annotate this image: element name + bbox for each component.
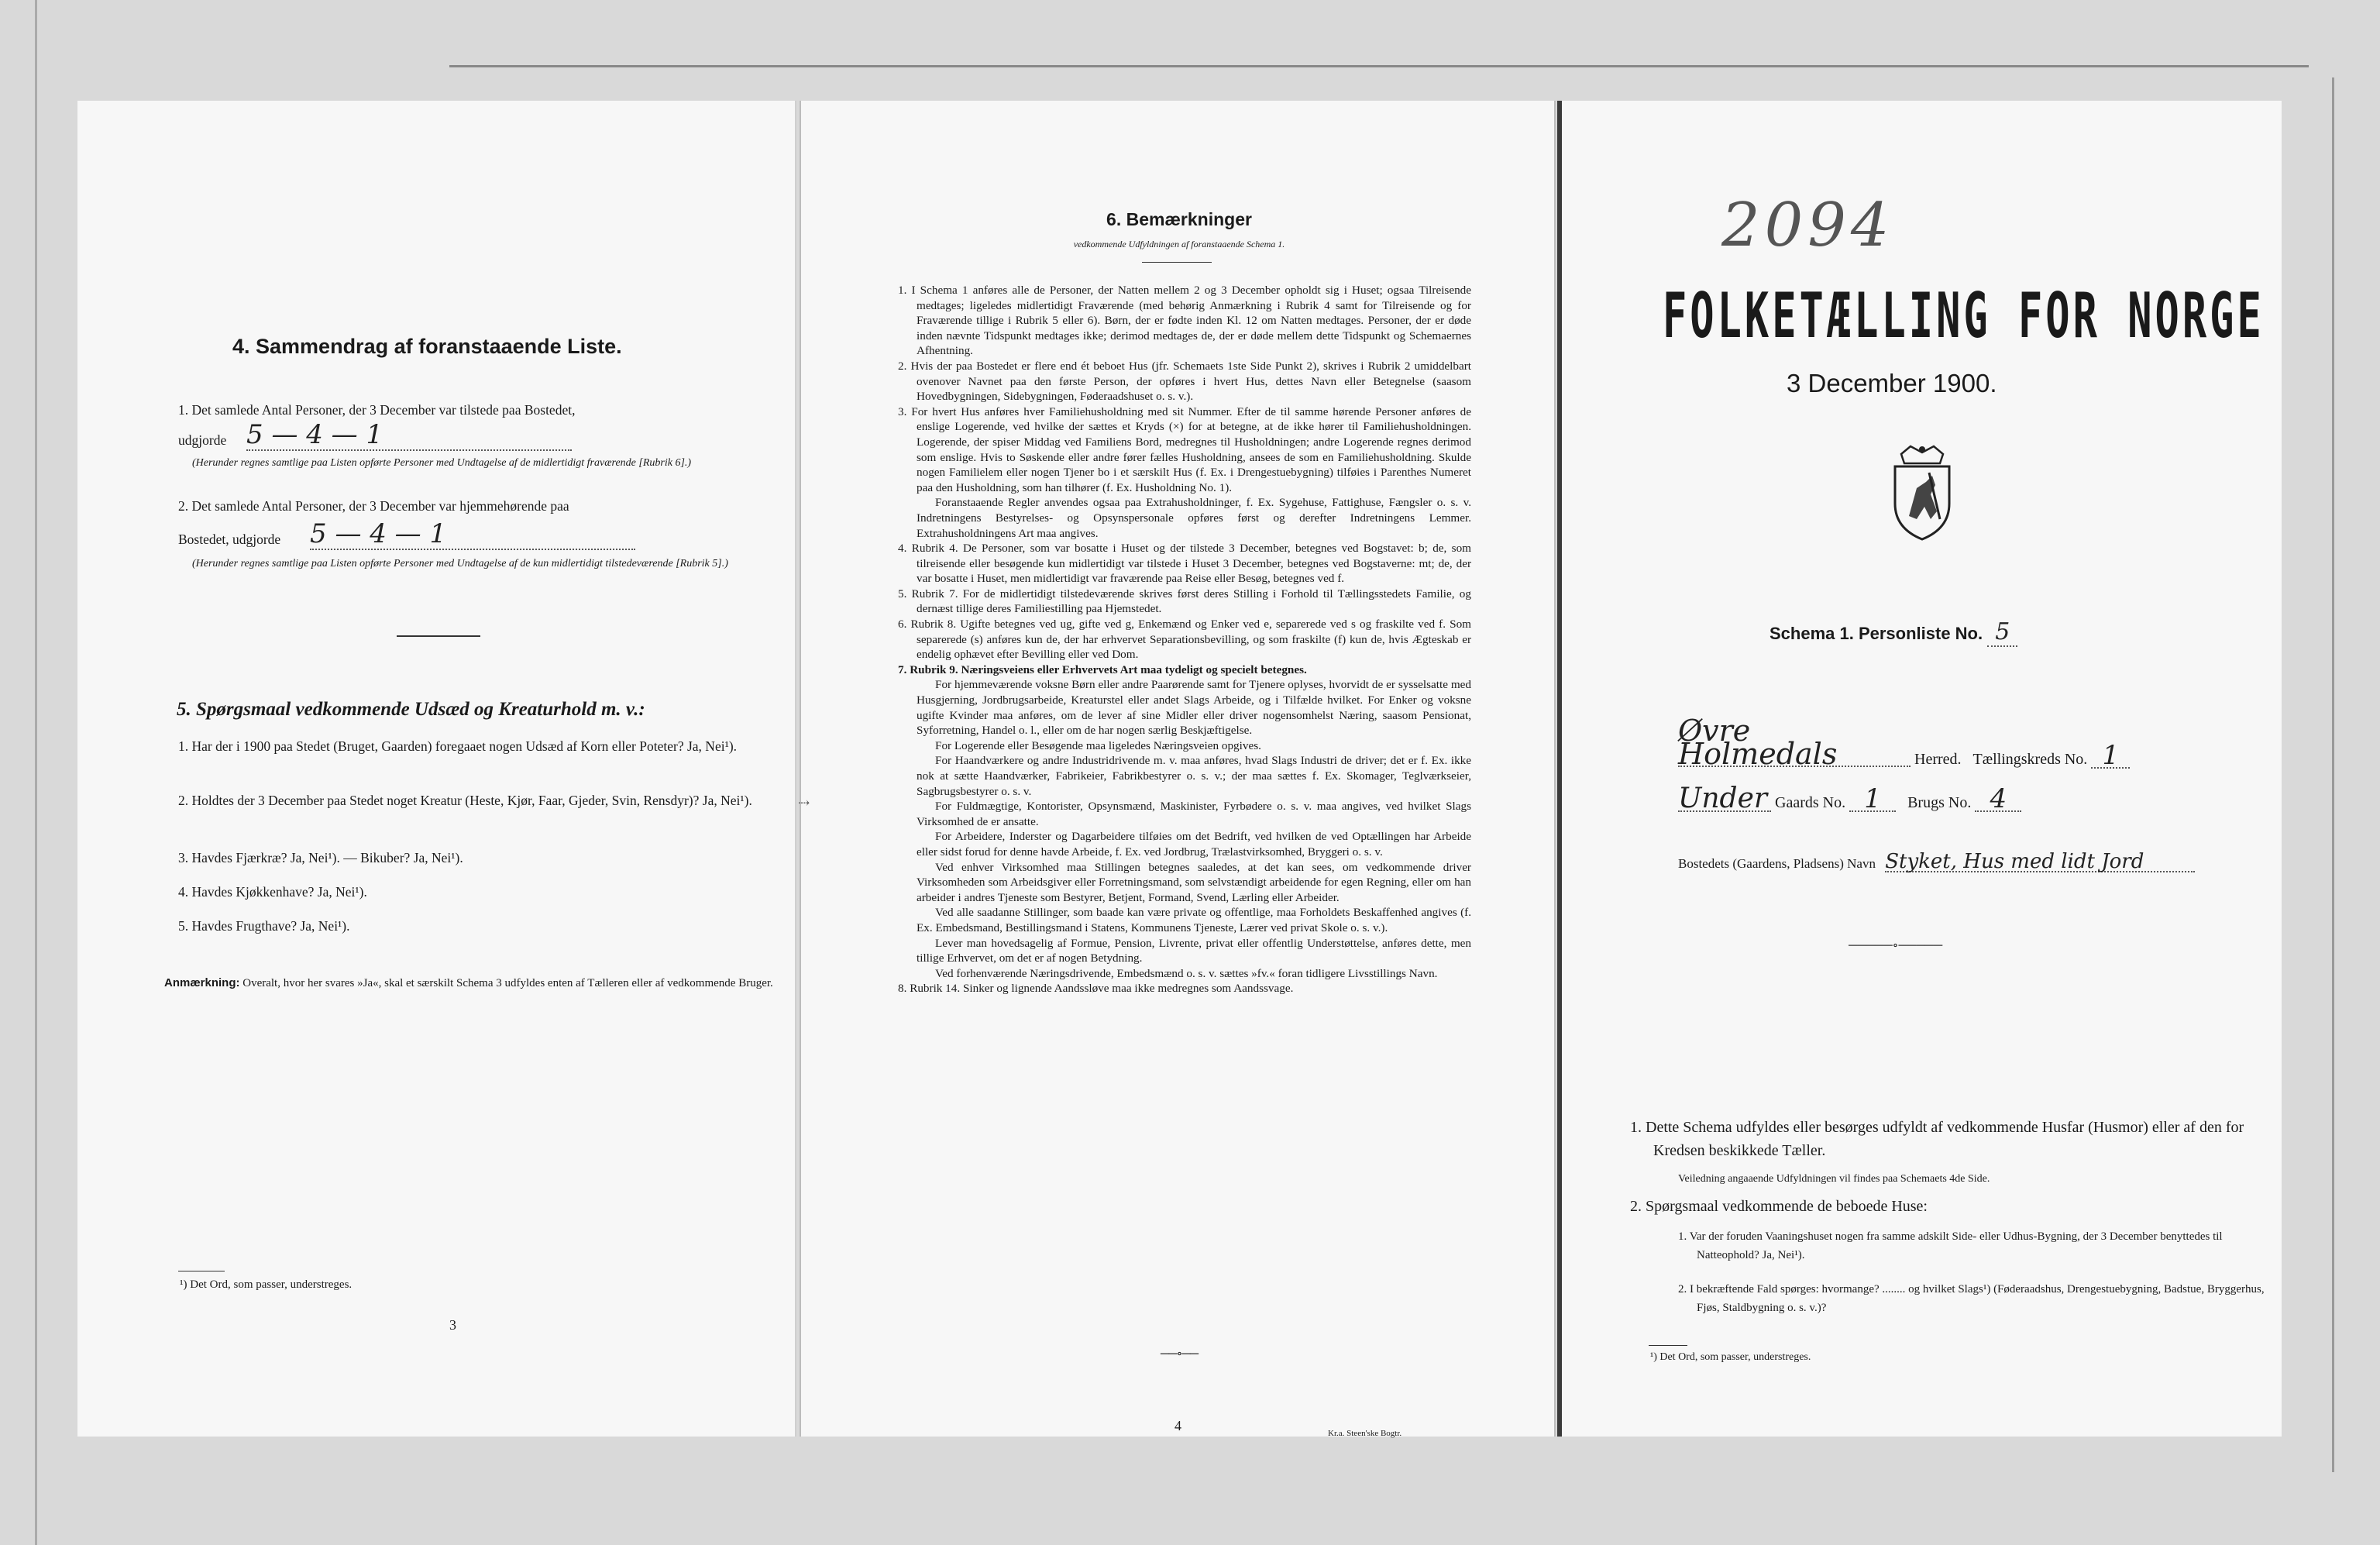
kreds-number-handwritten: 1 — [2091, 744, 2130, 769]
page-1-cover — [1557, 101, 2282, 1437]
remark-4: 4. Rubrik 4. De Personer, som var bosatte i Huset og der tilstede 3 December, betegnes ved Bogstavet: b; de, som tilreisende eller besøgende kun midlertidigt var tilstede i Huset 3 December, betegnes ved Bogstaverne: mt; de, der var bosatte i Huset, men midlertidigt var fraværende paa Reise eller Besøg, betegnes ved f. — [898, 542, 1471, 586]
scan-edge-left — [35, 0, 37, 1545]
remark-2: 2. Hvis der paa Bostedet er flere end ét beboet Hus (jfr. Schemaets 1ste Side Punkt 2), skrives i Rubrik 2 umiddelbart ovenover Navnet paa den første Person, der opføres i hvert Hus, dettes Navn eller Betegnelse (saasom Hovedbygningen, Sidebygningen, Føderaadshuset o. s. v.). — [898, 359, 1471, 404]
census-date: 3 December 1900. — [1787, 369, 1997, 397]
ornament: ─────∘───── — [1849, 939, 1943, 952]
brugs-number-handwritten: 4 — [1975, 787, 2021, 812]
remark-7-cont-6: Ved enhver Virksomhed maa Stillingen betegnes saaledes, at det kan sees, om vedkommende driver Virksomheden som Arbeidsgiver eller Forretningsmand, som selvstændigt arbeidende for egen Regning, eller om han arbeider i andres Tjeneste som Bestyrer, Betjent, Formand, Svend, Lærling eller Arbeider. — [917, 860, 1471, 904]
remark-7-cont-2: For Logerende eller Besøgende maa ligeledes Næringsveien opgives. — [935, 738, 1261, 752]
section-5-item-1: 1. Har der i 1900 paa Stedet (Bruget, Gaarden) foregaaet nogen Udsæd af Korn eller Poteter? Ja, Nei¹). — [178, 738, 738, 754]
remark-7-cont-5: For Arbeidere, Inderster og Dagarbeidere tilføies om det Bedrift, ved hvilken de ved Optællingen har Arbeide eller sidst forud for denne havde Arbeide, f. Ex. ved Jordbrug, Trælastvirksomhed, Bryggeri o. s. v. — [917, 830, 1471, 859]
footnote-rule — [1649, 1345, 1687, 1346]
footnote: ¹) Det Ord, som passer, understreges. — [180, 1278, 353, 1291]
archive-number-handwritten: 2094 — [1721, 191, 1894, 260]
margin-arrow-mark: ⇢ — [798, 795, 810, 810]
remark-1: 1. I Schema 1 anføres alle de Personer, der Natten mellem 2 og 3 December opholdt sig i Huset; ogsaa Tilreisende medtages; ligeledes midlertidigt Fraværende (med behørig Anmærkning i Rubrik 4 samt for Tilreisende og for Fraværende tillige i Rubrik 5 eller 6). Børn, der er fødte inden Kl. 12 om Natten medtages. Personer, der er døde inden nævnte Tidspunkt medtages ikke; derimod medtages de, der er døde mellem dette Tidspunkt og Schemaernes Afhentning. — [898, 284, 1471, 358]
q1-label: udgjorde — [178, 432, 227, 448]
remark-7: 7. Rubrik 9. Næringsveiens eller Erhvervets Art maa tydeligt og specielt betegnes. — [898, 662, 1307, 676]
remarks-subtitle: vedkommende Udfyldningen af foranstaaende Schema 1. — [1073, 239, 1285, 249]
gaard-label: Gaards No. — [1775, 794, 1846, 811]
q2-label: Bostedet, udgjorde — [178, 532, 281, 547]
scan-edge-top — [449, 65, 2309, 67]
q1-answer-handwritten: 5 — 4 — 1 — [246, 420, 572, 451]
section-5-item-2: 2. Holdtes der 3 December paa Stedet noget Kreatur (Heste, Kjør, Faar, Gjeder, Svin, Rensdyr)? Ja, Nei¹). — [178, 793, 752, 808]
schema-label: Schema 1. Personliste No. — [1770, 624, 1983, 643]
printer-mark: Kr.a. Steen'ske Bogtr. — [1328, 1429, 1402, 1438]
scan-edge-right — [2332, 77, 2334, 1472]
annotation-text: Overalt, hvor her svares »Ja«, skal et særskilt Schema 3 udfyldes enten af Tælleren eller af vedkommende Bruger. — [242, 977, 773, 989]
brugs-label: Brugs No. — [1907, 794, 1972, 811]
remark-7-cont-4: For Fuldmægtige, Kontorister, Opsynsmænd, Maskinister, Fyrbødere o. s. v. maa angives, ved hvilket Slags Virksomhed de er ansatte. — [917, 800, 1471, 828]
remark-7-cont-9: Ved forhenværende Næringsdrivende, Embedsmænd o. s. v. sættes »fv.« foran tidligere Livsstillings Navn. — [935, 966, 1438, 980]
q2-note: (Herunder regnes samtlige paa Listen opførte Personer med Undtagelse af de kun midlertidigt tilstedeværende [Rubrik 5].) — [192, 558, 728, 569]
remark-5: 5. Rubrik 7. For de midlertidigt tilstedeværende skrives først deres Stilling i Forhold til Tællingsstedets Familie, og dernæst tillige deres Familiestilling paa Hjemstedet. — [898, 587, 1471, 616]
annotation-label: Anmærkning: — [164, 976, 240, 989]
section-4-title: 4. Sammendrag af foranstaaende Liste. — [232, 335, 622, 358]
remarks-title: 6. Bemærkninger — [1106, 209, 1252, 229]
bosted-label: Bostedets (Gaardens, Pladsens) Navn — [1678, 856, 1876, 871]
herred-label: Herred. — [1914, 751, 1962, 768]
kreds-label: Tællingskreds No. — [1972, 751, 2088, 768]
instruction-2b: 2. I bekræftende Fald spørges: hvormange? ........ og hvilket Slags¹) (Føderaadshus, Drengestuebygning, Badstue, Bryggerhus, Fjøs, Staldbygning o. s. v.)? — [1678, 1283, 2265, 1314]
section-5-item-3: 3. Havdes Fjærkræ? Ja, Nei¹). — Bikuber? Ja, Nei¹). — [178, 850, 463, 865]
instruction-1-note: Veiledning angaaende Udfyldningen vil findes paa Schemaets 4de Side. — [1678, 1173, 1990, 1185]
gaard-number-handwritten: 1 — [1849, 787, 1896, 812]
page-number: 3 — [449, 1317, 456, 1333]
remarks-list — [898, 283, 1471, 996]
herred-handwritten: Øvre Holmedals — [1678, 719, 1911, 767]
ornament: ──∘── — [1160, 1347, 1199, 1361]
section-5-title: 5. Spørgsmaal vedkommende Udsæd og Kreaturhold m. v.: — [177, 699, 645, 720]
divider — [397, 635, 480, 637]
remark-7-cont-8: Lever man hovedsagelig af Formue, Pension, Livrente, privat eller offentlig Understøttelse, anføres dette, men tillige Erhvervet, om det er af nogen Betydning. — [917, 936, 1471, 965]
title-rule — [1142, 262, 1212, 263]
bosted-handwritten: Styket, Hus med lidt Jord — [1885, 852, 2195, 872]
personliste-number-handwritten: 5 — [1987, 618, 2017, 647]
schema-line — [1770, 618, 2017, 645]
q1-note: (Herunder regnes samtlige paa Listen opførte Personer med Undtagelse af de midlertidigt fraværende [Rubrik 6].) — [192, 457, 692, 469]
coat-of-arms-icon — [1886, 442, 1959, 544]
census-title: FOLKETÆLLING FOR NORGE — [1663, 280, 2265, 353]
instruction-1: 1. Dette Schema udfyldes eller besørges udfyldt af vedkommende Husfar (Husmor) eller af den for Kredsen beskikkede Tæller. — [1630, 1119, 2244, 1159]
q1-text: 1. Det samlede Antal Personer, der 3 December var tilstede paa Bostedet, — [178, 402, 576, 418]
herred-line — [1678, 714, 2267, 771]
remark-7-cont-3: For Haandværkere og andre Industridrivende m. v. maa anføres, hvad Slags Industri de driver; det er f. Ex. ikke nok at sætte Haandværker, Fabrikeier, Fabrikbestyrer o. s. v.; der maa sættes f. Ex. Skomager, Teglværkseier, Sagbrugsbestyrer o. s. v. — [917, 754, 1471, 798]
remark-6: 6. Rubrik 8. Ugifte betegnes ved ug, gifte ved g, Enkemænd og Enker ved e, separerede ved s og fraskilte ved f. Som separerede (s) anføres kun de, der har erhvervet Separationsbevilling, og som fraskilte (f) kun de, hvis Ægteskab er endelig ophævet efter Bevilling eller ved Dom. — [898, 618, 1471, 662]
remark-3: 3. For hvert Hus anføres hver Familiehusholdning med sit Nummer. Efter de til samme hørende Personer anføres de enslige Logerende, ved hvilke der sættes et Kryds (×) for at betegne, at de ikke hører til Familiehusholdningen. Logerende, der spiser Middag ved Familiens Bord, medregnes til Husholdningen; andre Logerende regnes derimod som enslige. Hvis to Søskende eller andre fører fælles Husholdning, ansees de som en Familiehusholdning. Skulde nogen Familielem eller nogen Tjener bo i et særskilt Hus (f. Ex. i Drengestuebygning) tilføies i Parenthes Numeret paa den Husholdning, som han tilhører (f. Ex. Husholdning No. 1). — [898, 404, 1471, 494]
q2-answer-handwritten: 5 — 4 — 1 — [310, 519, 635, 550]
gaard-prefix-handwritten: Under — [1678, 787, 1771, 812]
annotation-note — [164, 975, 776, 992]
instruction-2a: 1. Var der foruden Vaaningshuset nogen fra samme adskilt Side- eller Udhus-Bygning, der 3 December benyttedes til Natteophold? Ja, Nei¹). — [1678, 1230, 2223, 1261]
remark-7-cont-7: Ved alle saadanne Stillinger, som baade kan være private og offentlige, maa Forholdets Beskaffenhed angives (f. Ex. Embedsmand, Bestillingsmand i Statens, Kommunens Tjeneste, Lærer ved privat Skole o. s. v.). — [917, 906, 1471, 934]
footnote: ¹) Det Ord, som passer, understreges. — [1650, 1351, 1811, 1363]
remark-7-cont-1: For hjemmeværende voksne Børn eller andre Paarørende samt for Tjenere oplyses, hvorvidt de er sysselsatte med Husgjerning, Jordbrugsarbeide, Kreaturstel eller andet Slags Arbeide, og i Tilfælde hvilket. For Enker og voksne ugifte Kvinder maa anføres, om de lever af sine Midler eller driver nogensomhelst Næring, saasom Pensionat, Syforretning, Handel o. l., eller om de har nogen særlig Beskjæftigelse. — [917, 678, 1471, 738]
q2-text: 2. Det samlede Antal Personer, der 3 December var hjemmehørende paa — [178, 498, 569, 514]
remark-8: 8. Rubrik 14. Sinker og lignende Aandssløve maa ikke medregnes som Aandssvage. — [898, 982, 1294, 996]
bosted-line — [1678, 852, 2275, 873]
page-3 — [77, 101, 795, 1437]
instruction-2: 2. Spørgsmaal vedkommende de beboede Huse: — [1630, 1198, 1928, 1215]
remark-3-cont: Foranstaaende Regler anvendes ogsaa paa Extrahusholdninger, f. Ex. Sygehuse, Fattighuse, Fængsler o. s. v. Indretningens Bestyrelses- og Opsynspersonale opføres først og derefter Indretningens Lemmer. Extrahusholdningens Art maa angives. — [917, 496, 1471, 540]
page-number: 4 — [1175, 1418, 1181, 1433]
gaard-line — [1678, 783, 2267, 814]
section-5-item-5: 5. Havdes Frugthave? Ja, Nei¹). — [178, 918, 350, 934]
section-5-item-4: 4. Havdes Kjøkkenhave? Ja, Nei¹). — [178, 884, 367, 900]
page-4 — [800, 101, 1556, 1437]
